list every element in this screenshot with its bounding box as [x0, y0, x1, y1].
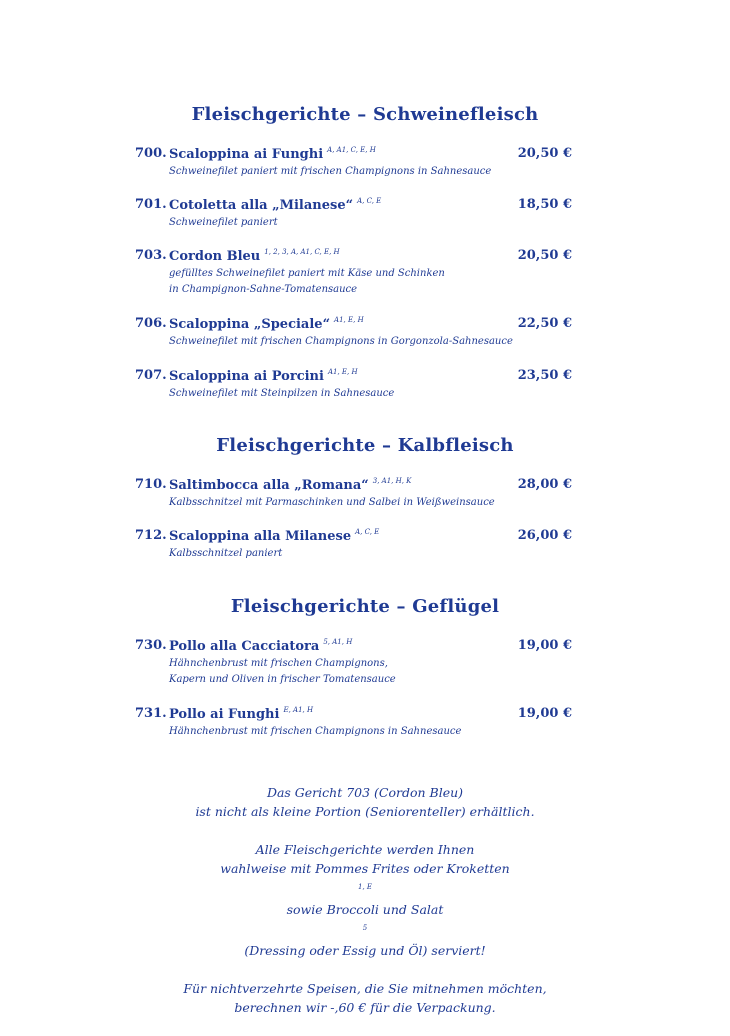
note-senior-portion: Das Gericht 703 (Cordon Bleu) ist nicht als kleine Portion (Seniorenteller) erhältlich.: [195, 785, 535, 819]
item-number: 706.: [135, 316, 167, 331]
allergen-codes: 5, A1, H: [323, 638, 353, 646]
item-number: 712.: [135, 528, 167, 543]
item-number: 703.: [135, 248, 167, 263]
item-price: 28,00 €: [517, 477, 572, 492]
allergen-codes: 1, 2, 3, A, A1, C, E, H: [264, 248, 340, 256]
item-name: Scaloppina „Speciale“ $^{A1, E, H}$: [169, 316, 364, 332]
item-description: Kalbsschnitzel mit Parmaschinken und Salbei in Weißweinsauce: [169, 497, 495, 508]
allergen-codes: A1, E, H: [327, 368, 358, 376]
allergen-codes: A, C, E: [355, 528, 380, 536]
item-name: Cotoletta alla „Milanese“ $^{A, C, E}$: [169, 197, 382, 213]
item-number: 700.: [135, 146, 167, 161]
item-description: Schweinefilet mit frischen Champignons in Gorgonzola-Sahnesauce: [169, 336, 513, 347]
allergen-codes: A, C, E: [357, 197, 382, 205]
item-description: Hähnchenbrust mit frischen Champignons, Kapern und Oliven in frischer Tomatensauce: [169, 658, 396, 685]
item-description: Schweinefilet paniert mit frischen Champignons in Sahnesauce: [169, 166, 492, 177]
item-price: 26,00 €: [517, 528, 572, 543]
allergen-codes: 3, A1, H, K: [372, 477, 412, 485]
item-price: 23,50 €: [517, 368, 572, 383]
item-price: 20,50 €: [517, 146, 572, 161]
note-packaging: Für nichtverzehrte Speisen, die Sie mitnehmen möchten, berechnen wir -,60 € für die Verpackung.: [183, 981, 547, 1015]
allergen-codes: E, A1, H: [283, 706, 314, 714]
item-price: 18,50 €: [517, 197, 572, 212]
item-name: Scaloppina alla Milanese $^{A, C, E}$: [169, 528, 380, 544]
allergen-codes: A, A1, C, E, H: [327, 146, 376, 154]
item-description: gefülltes Schweinefilet paniert mit Käse und Schinken in Champignon-Sahne-Tomatensauce: [169, 268, 445, 295]
section-title-gefluegel: Fleischgerichte – Geflügel: [230, 596, 500, 617]
item-name: Cordon Bleu $^{1, 2, 3, A, A1, C, E, H}$: [169, 248, 340, 264]
section-title-schweinefleisch: Fleischgerichte – Schweinefleisch: [191, 104, 539, 125]
item-name: Scaloppina ai Funghi $^{A, A1, C, E, H}$: [169, 146, 376, 162]
item-number: 707.: [135, 368, 167, 383]
allergen-codes: A1, E, H: [334, 316, 364, 324]
item-description: Schweinefilet mit Steinpilzen in Sahnesauce: [169, 388, 395, 399]
item-description: Kalbsschnitzel paniert: [169, 548, 283, 559]
note-side-dishes: Alle Fleischgerichte werden Ihnen wahlweise mit Pommes Frites oder Kroketten $^{1, E}$ sowie Broccoli und Salat $^5$ (Dressing oder Essig und Öl) serviert!: [220, 842, 510, 958]
item-price: 20,50 €: [517, 248, 572, 263]
item-name: Pollo ai Funghi $^{E, A1, H}$: [169, 706, 314, 722]
item-number: 731.: [135, 706, 167, 721]
item-name: Scaloppina ai Porcini $^{A1, E, H}$: [169, 368, 358, 384]
item-name: Saltimbocca alla „Romana“ $^{3, A1, H, K}$: [169, 477, 412, 493]
item-number: 701.: [135, 197, 167, 212]
section-title-kalbfleisch: Fleischgerichte – Kalbfleisch: [216, 435, 514, 456]
item-description: Hähnchenbrust mit frischen Champignons in Sahnesauce: [169, 726, 462, 737]
item-number: 730.: [135, 638, 167, 653]
item-price: 19,00 €: [517, 706, 572, 721]
item-price: 22,50 €: [517, 316, 572, 331]
item-number: 710.: [135, 477, 167, 492]
item-name: Pollo alla Cacciatora $^{5, A1, H}$: [169, 638, 353, 654]
item-price: 19,00 €: [517, 638, 572, 653]
menu-notes: [0, 783, 730, 1036]
item-description: Schweinefilet paniert: [169, 217, 278, 228]
